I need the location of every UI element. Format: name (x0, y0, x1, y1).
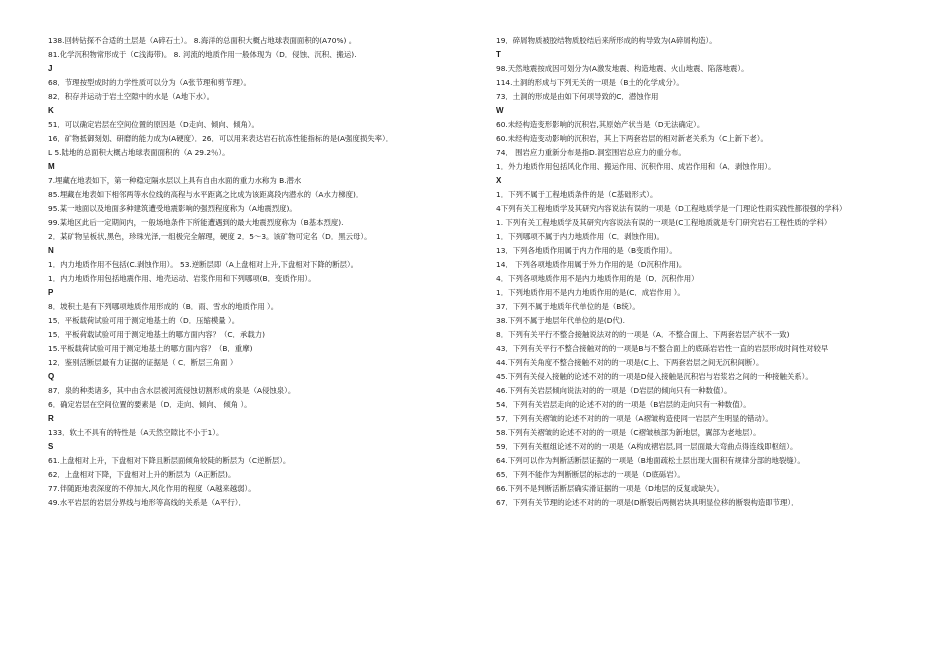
section-letter-heading: T (496, 50, 501, 59)
question-line: 2．某矿物呈板状,黑色，珍珠光泽,一组极完全解理，硬度 2．5～3。该矿物可定名（D．黑云母）。 (48, 232, 372, 241)
question-line: 12．鉴别活断层最有力证据的证据是（ C．断层三角面 ） (48, 358, 238, 367)
question-line: 81.化学沉积物常形成于（C浅海带)。 8. 河流的地质作用一般体现为（D．侵蚀、沉积、搬运). (48, 50, 357, 59)
left-column (48, 34, 478, 510)
section-letter-heading: S (48, 442, 54, 451)
question-line: 68．节理按型成时的力学性质可以分为（A张节理和剪节理）。 (48, 78, 251, 87)
question-line: 64.下列可以作为判断活断层证据的一项是（B地面疏松土层出现大面积有规律分部的地裂缝）。 (496, 456, 805, 465)
question-line: L 5.陆地的总面积大概占地球表面面积的（A 29.2％）。 (48, 148, 230, 157)
question-line: 65．下列不能作为判断断层的标志的一项是（D底砾岩）。 (496, 470, 685, 479)
right-column (496, 34, 926, 510)
question-line: 114.土洞的形成与下列无关的一项是（B土的化学成分）。 (496, 78, 684, 87)
question-line: 15.平板载荷试验可用于测定地基土的哪方面内容？（B．重摩) (48, 344, 253, 353)
question-line: 19．碎屑物质被胶结物质胶结后来所形成的构导致为(A碎屑构造）。 (496, 36, 717, 45)
question-line: 1. 下列有关工程地质学及其研究内容说法有误的一项是(C工程地质就是专门研究岩石工程性质的学科） (496, 218, 832, 227)
question-line: 1．内力地质作用包括地震作用、地壳运动、岩浆作用和下列哪项(B．变质作用）。 (48, 274, 316, 283)
question-line: 14． 下列各项地质作用属于外力作用的是（D沉积作用)。 (496, 260, 687, 269)
question-line: 1．内力地质作用不包括(C.剥蚀作用）。 53.逆断层即（A上盘相对上升,下盘相对下降的断层）。 (48, 260, 359, 269)
question-line: 58.下列有关褶皱的论述不对的的一项是（C褶皱核部为新地层，翼部为老地层）。 (496, 428, 761, 437)
question-line: 16．矿物抵御刻划、研磨的能力成为(A硬度）．26．可以用来表达岩石抗冻性能指标的是(A强度损失率）． (48, 134, 394, 143)
question-line: 37．下列不属于地质年代单位的是（B统）。 (496, 302, 640, 311)
question-line: 54．下列有关岩层走向的论述不对的的一项是（B岩层的走向只有一种数值）。 (496, 400, 751, 409)
section-letter-heading: Q (48, 372, 55, 381)
question-line: 38.下列不属于地层年代单位的是(D代). (496, 316, 626, 325)
section-letter-heading: P (48, 288, 54, 297)
question-line: 8．坡积土是有下列哪项地质作用形成的（B．雨、雪水的地质作用 ）。 (48, 302, 279, 311)
question-line: 138.回转钻探不合适的土层是（A碎石土）。 8.海洋的总面积大概占地球表面面积的(A70%) 。 (48, 36, 357, 45)
question-line: 60.未经构造变形影响的沉积岩,其原始产状当是（D无法确定）。 (496, 120, 705, 129)
section-letter-heading: J (48, 64, 53, 73)
question-line: 49.水平岩层的岩层分界线与地形等高线的关系是（A平行）． (48, 498, 246, 507)
question-line: 7.埋藏在地表如下，第一种稳定隔水层以上具有自由水面的重力水称为 B.潜水 (48, 176, 302, 185)
question-line: 1．下列不属于工程地质条件的是（C基础形式）。 (496, 190, 658, 199)
question-line: 66.下列不是判断活断层确实滑证据的一项是（D地层的反复或缺失）。 (496, 484, 725, 493)
question-line: 62．上盘相对下降，下盘相对上升的断层为（A正断层)。 (48, 470, 236, 479)
section-letter-heading: N (48, 246, 54, 255)
question-line: 1．外力地质作用包括风化作用、搬运作用、沉积作用、成岩作用和（A．剥蚀作用）。 (496, 162, 776, 171)
question-line: 44.下列有关角度不整合接触不对的的一项是(C上、下两套岩层之间无沉积间断）。 (496, 358, 764, 367)
question-line: 1．下列地质作用不是内力地质作用的是(C．成岩作用 ）。 (496, 288, 685, 297)
question-line: 15．平板荷载试验可用于测定地基土的哪方面内容？（C．承载力) (48, 330, 265, 339)
question-line: 61.上盘相对上升，下盘相对下降且断层面倾角较陡的断层为（C逆断层）。 (48, 456, 291, 465)
question-line: 51．可以确定岩层在空间位置的原因是（D走向、倾向、倾角）。 (48, 120, 259, 129)
question-line: 87．泉的种类诸多，其中由含水层被河流侵蚀切割形成的泉是（A侵蚀泉）。 (48, 386, 296, 395)
section-letter-heading: M (48, 162, 55, 171)
question-line: 4．下列各项地质作用不是内力地质作用的是（D．沉积作用） (496, 274, 699, 283)
section-letter-heading: X (496, 176, 502, 185)
question-line: 8．下列有关平行不整合接触说法对的的一项是（A．不整合面上、下两套岩层产状不一致) (496, 330, 790, 339)
question-line: 46.下列有关岩层倾向说法对的的一项是（D岩层的倾向只有一种数值）。 (496, 386, 732, 395)
question-line: 77.伴随距地表深度的不停加大,风化作用的程度（A越来越弱）。 (48, 484, 256, 493)
question-line: 59．下列有关框组论述不对的的一项是（A构成褶岩层,同一层面最大弯曲点得连线即枢纽）。 (496, 442, 798, 451)
question-line: 95.某一地面以及地面多种建筑遭受地震影响的强烈程度称为（A地震烈度)。 (48, 204, 297, 213)
question-line: 15．平板载荷试验可用于测定地基土的（D．压缩模量 ）。 (48, 316, 240, 325)
question-line: 60.未经构造变动影响的沉积岩，其上下两套岩层的相对新老关系为（C上新下老）。 (496, 134, 768, 143)
question-line: 45.下列有关侵入接触的论述不对的的一项是D侵入接触是沉积岩与岩浆岩之间的一种接触关系）。 (496, 372, 813, 381)
question-line: 67．下列有关节理的论述不对的的一项是(D断裂后两侧岩块具明显位移的断裂构造即节理）． (496, 498, 799, 507)
question-line: 99.某地区此后一定期间内，一般场地条件下所能遭遇到的最大地震烈度称为（B基本烈度). (48, 218, 344, 227)
question-line: 74． 围岩应力重新分布是指D.洞室围岩总应力的重分布。 (496, 148, 686, 157)
question-line: 6．确定岩层在空间位置的要素是（D．走向、倾向、 倾角 ）。 (48, 400, 252, 409)
question-line: 57．下列有关褶皱的论述不对的的一项是（A褶皱构造使同一岩层产生明显的错动）。 (496, 414, 773, 423)
question-line: 4下列有关工程地质学及其研究内容说法有误的一项是（D工程地质学是一门理论性雨实践性都很强的学科） (496, 204, 847, 213)
section-letter-heading: K (48, 106, 54, 115)
section-letter-heading: R (48, 414, 54, 423)
question-line: 82．积存并运动于岩土空隙中的水是（A地下水）。 (48, 92, 214, 101)
question-line: 1．下列哪项不属于内力地质作用（C．剥蚀作用)。 (496, 232, 664, 241)
question-line: 98.天然地震按成因可划分为(A激发地震、构造地震、火山地震、陷落地震）。 (496, 64, 749, 73)
section-letter-heading: W (496, 106, 504, 115)
question-line: 73．土洞的形成是由如下何项导致的C．潜蚀作用 (496, 92, 659, 101)
question-line: 133．软土不具有的特性是（A天然空隙比不小于1）。 (48, 428, 224, 437)
question-line: 85.埋藏在地表如下相邻两等水位线的高程与水平距离之比成为该距离段内潜水的（A水力梯度)． (48, 190, 364, 199)
question-line: 43．下列有关平行不整合接触对的的一项是B与不整合面上的底砾岩岩性一直的岩层形成时间性对较早 (496, 344, 829, 353)
question-line: 13．下列各地质作用属于内力作用的是（B变质作用）。 (496, 246, 677, 255)
